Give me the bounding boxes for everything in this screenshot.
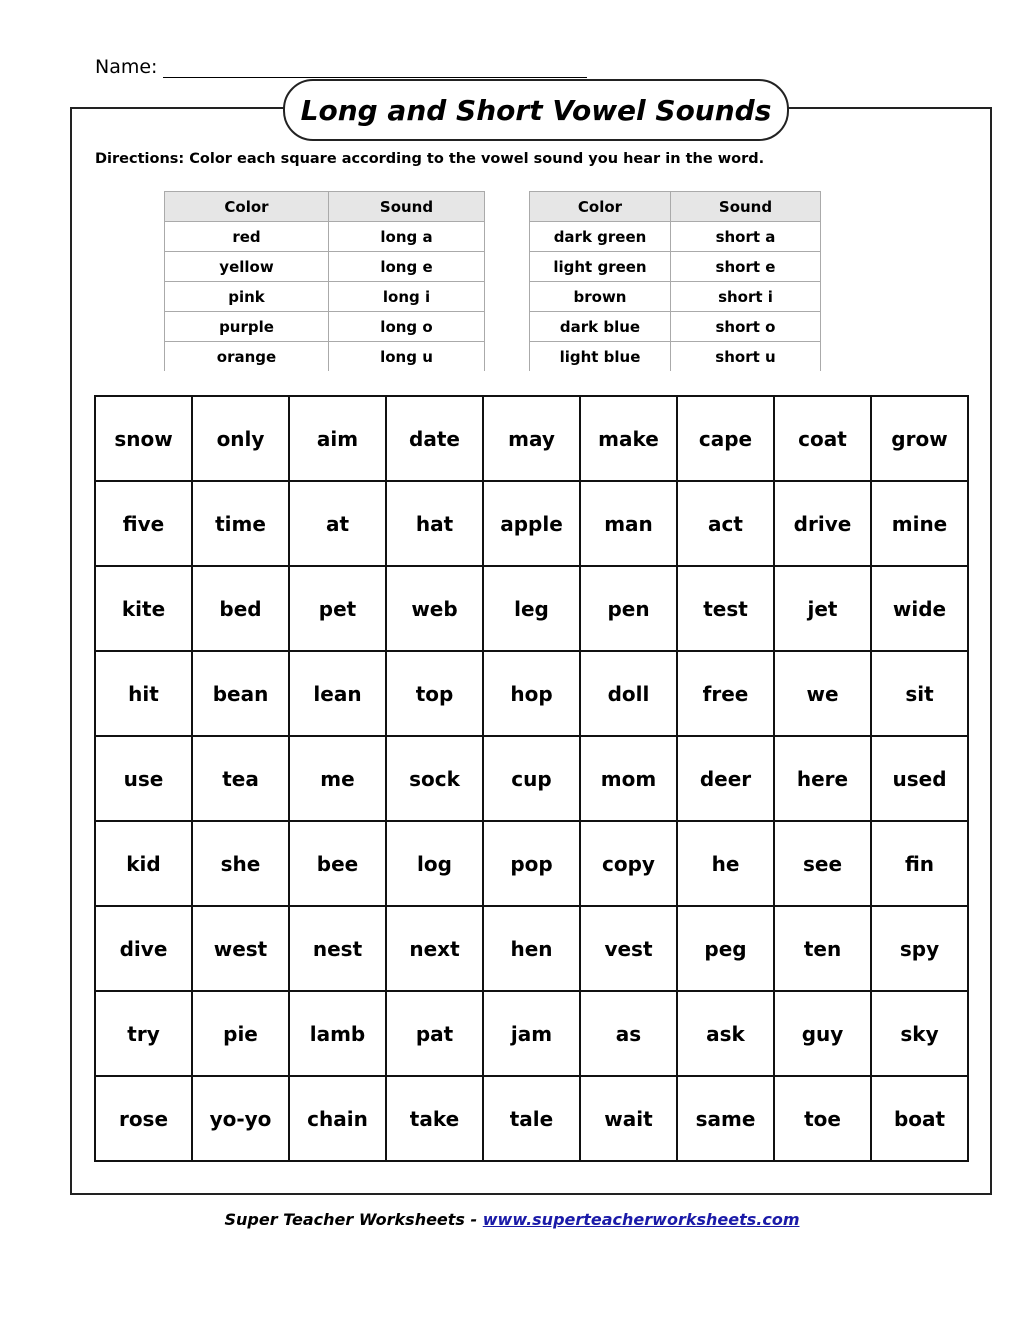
key-row xyxy=(165,282,485,312)
key-row xyxy=(165,312,485,342)
word-square[interactable]: pat xyxy=(386,991,483,1076)
word-square[interactable]: spy xyxy=(871,906,968,991)
key-row xyxy=(165,222,485,252)
word-square[interactable]: hen xyxy=(483,906,580,991)
word-square[interactable]: here xyxy=(774,736,871,821)
word-square[interactable]: used xyxy=(871,736,968,821)
key-color-cell: dark green xyxy=(530,222,671,252)
key-row xyxy=(530,252,821,282)
word-square[interactable]: apple xyxy=(483,481,580,566)
directions-text: Directions: Color each square according to the vowel sound you hear in the word. xyxy=(95,151,765,167)
word-square[interactable]: log xyxy=(386,821,483,906)
page-title: Long and Short Vowel Sounds xyxy=(283,79,789,141)
word-square[interactable]: mine xyxy=(871,481,968,566)
word-square[interactable]: me xyxy=(289,736,386,821)
grid-row xyxy=(95,566,968,651)
key-header-sound: Sound xyxy=(329,192,485,222)
footer xyxy=(0,1210,1024,1229)
word-square[interactable]: kite xyxy=(95,566,192,651)
footer-website-link[interactable]: www.superteacherworksheets.com xyxy=(482,1210,800,1229)
word-square[interactable]: guy xyxy=(774,991,871,1076)
word-square[interactable]: date xyxy=(386,396,483,481)
grid-row xyxy=(95,991,968,1076)
word-square[interactable]: ten xyxy=(774,906,871,991)
word-square[interactable]: doll xyxy=(580,651,677,736)
word-square[interactable]: take xyxy=(386,1076,483,1161)
word-square[interactable]: next xyxy=(386,906,483,991)
key-row xyxy=(530,222,821,252)
word-square[interactable]: sit xyxy=(871,651,968,736)
word-square[interactable]: vest xyxy=(580,906,677,991)
word-square[interactable]: hop xyxy=(483,651,580,736)
word-square[interactable]: jam xyxy=(483,991,580,1076)
grid-row xyxy=(95,1076,968,1161)
key-color-cell: dark blue xyxy=(530,312,671,342)
word-square[interactable]: wide xyxy=(871,566,968,651)
name-label: Name: xyxy=(95,56,158,78)
word-square[interactable]: bee xyxy=(289,821,386,906)
word-square[interactable]: chain xyxy=(289,1076,386,1161)
key-header-color: Color xyxy=(165,192,329,222)
key-sound-cell: short e xyxy=(671,252,821,282)
word-square[interactable]: kid xyxy=(95,821,192,906)
word-square[interactable]: we xyxy=(774,651,871,736)
word-square[interactable]: try xyxy=(95,991,192,1076)
word-square[interactable]: time xyxy=(192,481,289,566)
word-square[interactable]: five xyxy=(95,481,192,566)
word-square[interactable]: cup xyxy=(483,736,580,821)
grid-row xyxy=(95,481,968,566)
word-square[interactable]: mom xyxy=(580,736,677,821)
word-square[interactable]: coat xyxy=(774,396,871,481)
key-row xyxy=(165,252,485,282)
word-square[interactable]: ask xyxy=(677,991,774,1076)
word-square[interactable]: toe xyxy=(774,1076,871,1161)
word-square[interactable]: hit xyxy=(95,651,192,736)
word-square[interactable]: yo-yo xyxy=(192,1076,289,1161)
key-sound-cell: long a xyxy=(329,222,485,252)
key-sound-cell: short o xyxy=(671,312,821,342)
word-square[interactable]: leg xyxy=(483,566,580,651)
key-header-color: Color xyxy=(530,192,671,222)
key-sound-cell: short u xyxy=(671,342,821,372)
word-square[interactable]: bed xyxy=(192,566,289,651)
grid-row xyxy=(95,651,968,736)
word-square[interactable]: at xyxy=(289,481,386,566)
word-square[interactable]: copy xyxy=(580,821,677,906)
word-square[interactable]: boat xyxy=(871,1076,968,1161)
word-square[interactable]: drive xyxy=(774,481,871,566)
key-color-cell: brown xyxy=(530,282,671,312)
color-key-short-vowels xyxy=(529,191,821,371)
key-sound-cell: long o xyxy=(329,312,485,342)
word-square[interactable]: rose xyxy=(95,1076,192,1161)
word-square[interactable]: sock xyxy=(386,736,483,821)
key-color-cell: orange xyxy=(165,342,329,372)
key-sound-cell: long i xyxy=(329,282,485,312)
grid-row xyxy=(95,736,968,821)
key-sound-cell: long e xyxy=(329,252,485,282)
word-square[interactable]: tale xyxy=(483,1076,580,1161)
word-square[interactable]: aim xyxy=(289,396,386,481)
grid-row xyxy=(95,906,968,991)
key-row xyxy=(165,342,485,372)
word-square[interactable]: bean xyxy=(192,651,289,736)
word-square[interactable]: see xyxy=(774,821,871,906)
word-square[interactable]: pet xyxy=(289,566,386,651)
word-square[interactable]: free xyxy=(677,651,774,736)
footer-brand: Super Teacher Worksheets xyxy=(224,1210,465,1229)
grid-row xyxy=(95,396,968,481)
word-square[interactable]: deer xyxy=(677,736,774,821)
key-color-cell: purple xyxy=(165,312,329,342)
name-write-line[interactable] xyxy=(163,55,587,78)
word-square[interactable]: test xyxy=(677,566,774,651)
key-color-cell: red xyxy=(165,222,329,252)
word-square[interactable]: as xyxy=(580,991,677,1076)
word-square[interactable]: pie xyxy=(192,991,289,1076)
word-square[interactable]: only xyxy=(192,396,289,481)
word-square[interactable]: peg xyxy=(677,906,774,991)
key-row xyxy=(530,312,821,342)
word-square[interactable]: same xyxy=(677,1076,774,1161)
word-square[interactable]: grow xyxy=(871,396,968,481)
key-color-cell: pink xyxy=(165,282,329,312)
footer-separator: - xyxy=(470,1210,478,1229)
word-square[interactable]: pop xyxy=(483,821,580,906)
key-color-cell: light blue xyxy=(530,342,671,372)
key-color-cell: yellow xyxy=(165,252,329,282)
key-sound-cell: short a xyxy=(671,222,821,252)
key-row xyxy=(530,282,821,312)
word-square[interactable]: snow xyxy=(95,396,192,481)
key-sound-cell: short i xyxy=(671,282,821,312)
word-square[interactable]: man xyxy=(580,481,677,566)
word-square[interactable]: dive xyxy=(95,906,192,991)
word-square[interactable]: he xyxy=(677,821,774,906)
word-square[interactable]: use xyxy=(95,736,192,821)
word-square[interactable]: act xyxy=(677,481,774,566)
word-square[interactable]: make xyxy=(580,396,677,481)
color-key-long-vowels xyxy=(164,191,485,371)
word-square[interactable]: cape xyxy=(677,396,774,481)
key-row xyxy=(530,342,821,372)
key-color-cell: light green xyxy=(530,252,671,282)
key-header-sound: Sound xyxy=(671,192,821,222)
name-field-row xyxy=(95,52,587,78)
word-square[interactable]: wait xyxy=(580,1076,677,1161)
word-square[interactable]: lean xyxy=(289,651,386,736)
word-square[interactable]: west xyxy=(192,906,289,991)
word-square[interactable]: tea xyxy=(192,736,289,821)
word-square[interactable]: fin xyxy=(871,821,968,906)
word-square[interactable]: lamb xyxy=(289,991,386,1076)
key-sound-cell: long u xyxy=(329,342,485,372)
grid-row xyxy=(95,821,968,906)
word-square[interactable]: web xyxy=(386,566,483,651)
word-square[interactable]: may xyxy=(483,396,580,481)
word-square[interactable]: top xyxy=(386,651,483,736)
word-square[interactable]: nest xyxy=(289,906,386,991)
word-grid xyxy=(94,395,969,1162)
word-square[interactable]: pen xyxy=(580,566,677,651)
word-square[interactable]: hat xyxy=(386,481,483,566)
word-square[interactable]: sky xyxy=(871,991,968,1076)
word-square[interactable]: jet xyxy=(774,566,871,651)
word-square[interactable]: she xyxy=(192,821,289,906)
